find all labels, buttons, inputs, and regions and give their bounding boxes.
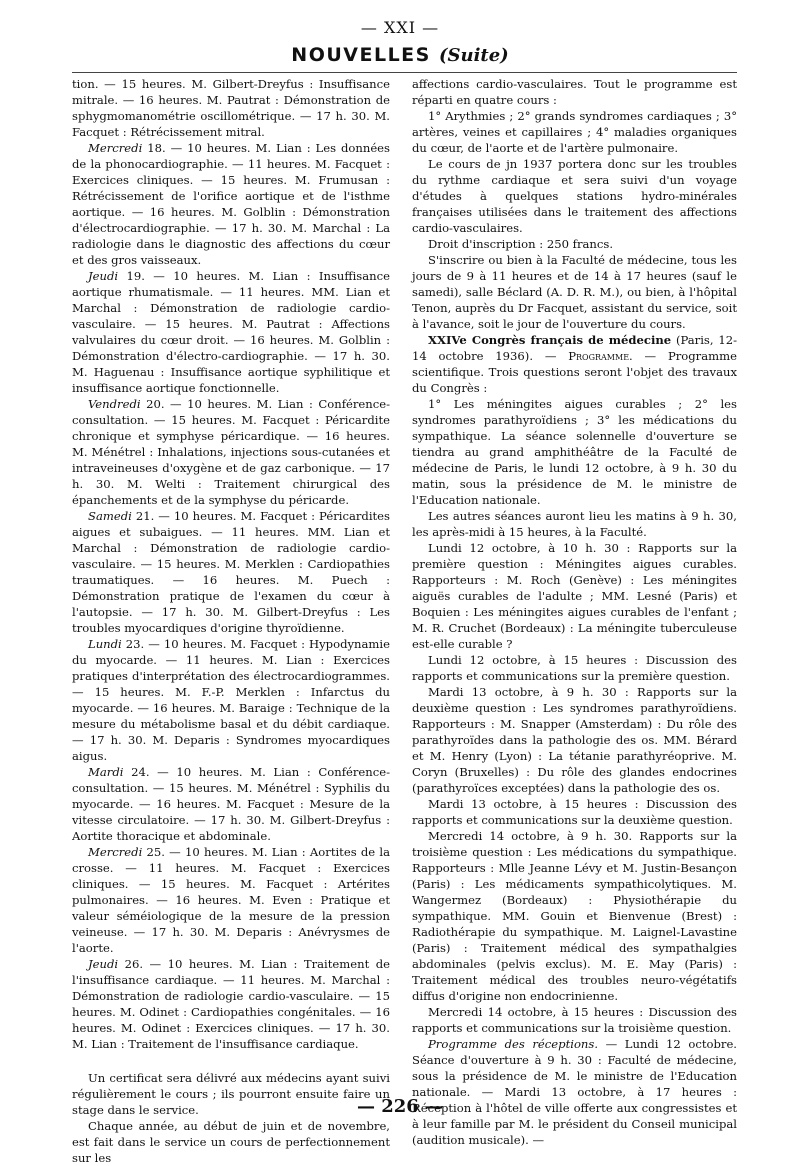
heading-rule: [72, 72, 737, 73]
paragraph: [72, 140, 390, 268]
paragraph-text: 18. — 10 heures. M. Lian : Les données de la phonocardiographie. — 11 heures. M. Facquet : Exercices cliniques. — 15 heures. M. Frumusan : Rétrécissement de l'orifice aortique et de l'isthme aortique. — 16 heures. M. Golblin : Démonstration d'électrocardiographie. — 17 h. 30. M. Marchal : La radiologie dans le diagnostic des affections du cœur et des gros vaisseaux.: [72, 141, 390, 267]
day-label: Jeudi: [88, 269, 119, 283]
right-column: [412, 76, 737, 1148]
paragraph: Mardi 13 octobre, à 9 h. 30 : Rapports sur la deuxième question : Les syndromes parathyroïdiens. Rapporteurs : M. Snapper (Amsterdam) : Du rôle des parathyroïdes dans la pathologie des os. MM. Bérard et M. Henry (Lyon) : La tétanie parathyréoprive. M. Coryn (Bruxelles) : Du rôle des glandes endocrines (parathyroïces exceptées) dans la pathologie des os.: [412, 685, 737, 795]
day-label: Jeudi: [88, 957, 119, 971]
left-column: [72, 76, 390, 1166]
paragraph: Mercredi 14 octobre, à 9 h. 30. Rapports sur la troisième question : Les médications du sympathique. Rapporteurs : Mlle Jeanne Lévy et M. Justin-Besançon (Paris) : Les médicaments sympathicolytiques. M. Wangermez (Bordeaux) : Physiothérapie du sympathique. MM. Gouin et Bienvenue (Brest) : Radiothérapie du sympathique. M. Laignel-Lavastine (Paris) : Traitement médical des sympathalgies abdominales (pelvis exclus). M. E. May (Paris) : Traitement médical des troubles neuro-végétatifs diffus d'origine non endocrinienne.: [412, 829, 737, 1003]
paragraph: [72, 844, 390, 956]
paragraph: S'inscrire ou bien à la Faculté de médecine, tous les jours de 9 à 11 heures et de 14 à 17 heures (sauf le samedi), salle Béclard (A. D. R. M.), ou bien, à l'hôpital Tenon, auprès du Dr Facquet, assistant du service, soit à l'avance, soit le jour de l'ouverture du cours.: [412, 253, 737, 331]
paragraph-text: 23. — 10 heures. M. Facquet : Hypodynamie du myocarde. — 11 heures. M. Lian : Exercices pratiques d'interprétation des électrocardiogrammes. — 15 heures. M. F.-P. Merklen : Infarctus du myocarde. — 16 heures. M. Baraige : Technique de la mesure du métabolisme basal et du débit cardiaque. — 17 h. 30. M. Deparis : Syndromes myocardiques aigus.: [72, 637, 390, 763]
day-label: Mercredi: [88, 845, 143, 859]
page-roman-numeral: — XXI —: [360, 18, 440, 37]
paragraph-text: 26. — 10 heures. M. Lian : Traitement de l'insuffisance cardiaque. — 11 heures. M. Marchal : Démonstration de radiologie cardio-vasculaire. — 15 heures. M. Odinet : Cardiopathies congénitales. — 16 heures. M. Odinet : Exercices cliniques. — 17 h. 30. M. Lian : Traitement de l'insuffisance cardiaque.: [72, 957, 390, 1051]
paragraph-text: 21. — 10 heures. M. Facquet : Péricardites aigues et subaigues. — 11 heures. MM. Lian et Marchal : Démonstration de radiologie cardio-vasculaire. — 15 heures. M. Merklen : Cardiopathies traumatiques. — 16 heures. M. Puech : Démonstration pratique de l'examen du cœur à l'autopsie. — 17 h. 30. M. Gilbert-Dreyfus : Les troubles myocardiques d'origine thyroïdienne.: [72, 509, 390, 635]
paragraph-text: 19. — 10 heures. M. Lian : Insuffisance aortique rhumatismale. — 11 heures. MM. Lian et Marchal : Démonstration de radiologie cardio-vasculaire. — 15 heures. M. Pautrat : Affections valvulaires du cœur droit. — 16 heures. M. Golblin : Démonstration d'électro-cardiographie. — 17 h. 30. M. Haguenau : Insuffisance aortique syphilitique et insuffisance aortique fonctionnelle.: [72, 269, 390, 395]
paragraph: Le cours de jn 1937 portera donc sur les troubles du rythme cardiaque et sera suivi d'un voyage d'études à quelques stations hydro-minérales françaises utilisées dans le traitement des affections cardio-vasculaires.: [412, 157, 737, 235]
paragraph-text: 25. — 10 heures. M. Lian : Aortites de la crosse. — 11 heures. M. Facquet : Exercices cliniques. — 15 heures. M. Facquet : Artérites pulmonaires. — 16 heures. M. Even : Pratique et valeur séméiologique de la mesure de la pression veineuse. — 17 h. 30. M. Deparis : Anévrysmes de l'aorte.: [72, 845, 390, 955]
heading-title: NOUVELLES: [291, 44, 431, 66]
paragraph-text: 20. — 10 heures. M. Lian : Conférence-consultation. — 15 heures. M. Facquet : Péricardite chronique et symphyse péricardique. — 16 heures. M. Ménétrel : Inhalations, injections sous-cutanées et intraveineuses d'oxygène et de gaz carbonique. — 17 h. 30. M. Welti : Traitement chirurgical des épanchements et de la symphyse du péricarde.: [72, 397, 390, 507]
paragraph: Chaque année, au début de juin et de novembre, est fait dans le service un cours de perfectionnement sur les: [72, 1119, 390, 1165]
paragraph: Mardi 13 octobre, à 15 heures : Discussion des rapports et communications sur la deuxième question.: [412, 797, 737, 827]
paragraph: 1° Arythmies ; 2° grands syndromes cardiaques ; 3° artères, veines et capillaires ; 4° maladies organiques du cœur, de l'aorte et de l'artère pulmonaire.: [412, 109, 737, 155]
day-label: Lundi: [88, 637, 122, 651]
paragraph: Lundi 12 octobre, à 15 heures : Discussion des rapports et communications sur la première question.: [412, 653, 737, 683]
paragraph: [72, 956, 390, 1052]
paragraph: [72, 268, 390, 396]
paragraph: [72, 508, 390, 636]
day-label: Mardi: [88, 765, 124, 779]
programme-label: Programme: [568, 349, 630, 363]
paragraph: [412, 332, 737, 396]
day-label: Vendredi: [88, 397, 141, 411]
paragraph: Mercredi 14 octobre, à 15 heures : Discussion des rapports et communications sur la troisième question.: [412, 1005, 737, 1035]
paragraph: affections cardio-vasculaires. Tout le programme est réparti en quatre cours :: [412, 77, 737, 107]
paragraph: tion. — 15 heures. M. Gilbert-Dreyfus : Insuffisance mitrale. — 16 heures. M. Pautrat : Démonstration de sphygmomanométrie oscillométrique. — 17 h. 30. M. Facquet : Rétrécissement mitral.: [72, 77, 390, 139]
day-label: Samedi: [88, 509, 132, 523]
paragraph: [72, 636, 390, 764]
paragraph-text: 24. — 10 heures. M. Lian : Conférence-consultation. — 15 heures. M. Ménétrel : Syphilis du myocarde. — 16 heures. M. Facquet : Mesure de la vitesse circulatoire. — 17 h. 30. M. Gilbert-Dreyfus : Aortite thoracique et abdominale.: [72, 765, 390, 843]
receptions-label: Programme des réceptions.: [428, 1037, 599, 1051]
page-number: — 226 —: [356, 1096, 444, 1117]
paragraph: [412, 1036, 737, 1148]
paragraph: [72, 396, 390, 508]
heading-suite: (Suite): [438, 45, 509, 66]
paragraph-text: — Lundi 12 octobre. Séance d'ouverture à 9 h. 30 : Faculté de médecine, sous la présidence de M. le ministre de l'Education nationale. — Mardi 13 octobre, à 17 heures : Réception à l'hôtel de ville offerte aux congressistes et à leur famille par M. le président du Conseil municipal (audition musicale). —: [412, 1037, 737, 1147]
paragraph: Les autres séances auront lieu les matins à 9 h. 30, les après-midi à 15 heures, à la Faculté.: [412, 509, 737, 539]
paragraph-text: . — Programme scientifique. Trois questions seront l'objet des travaux du Congrès :: [412, 349, 737, 395]
paragraph: Lundi 12 octobre, à 10 h. 30 : Rapports sur la première question : Méningites aigues curables. Rapporteurs : M. Roch (Genève) : Les méningites aiguës curables de l'adulte ; MM. Lesné (Paris) et Boquien : Les méningites aigues curables de l'enfant ; M. R. Cruchet (Bordeaux) : La méningite tuberculeuse est-elle curable ?: [412, 541, 737, 651]
paragraph: 1° Les méningites aigues curables ; 2° les syndromes parathyroïdiens ; 3° les médications du sympathique. La séance solennelle d'ouverture se tiendra au grand amphithéâtre de la Faculté de médecine de Paris, le lundi 12 octobre, à 9 h. 30 du matin, sous la présidence de M. le ministre de l'Education nationale.: [412, 397, 737, 507]
congress-title: XXIVe Congrès français de médecine: [428, 333, 672, 347]
section-heading: [0, 44, 800, 66]
day-label: Mercredi: [88, 141, 143, 155]
paragraph: Droit d'inscription : 250 francs.: [428, 237, 614, 251]
paragraph: Un certificat sera délivré aux médecins ayant suivi régulièrement le cours ; ils pourront ensuite faire un stage dans le service.: [72, 1071, 390, 1117]
paragraph: [72, 764, 390, 844]
paragraph-text: (Paris, 12-14 octobre 1936). —: [412, 333, 737, 363]
